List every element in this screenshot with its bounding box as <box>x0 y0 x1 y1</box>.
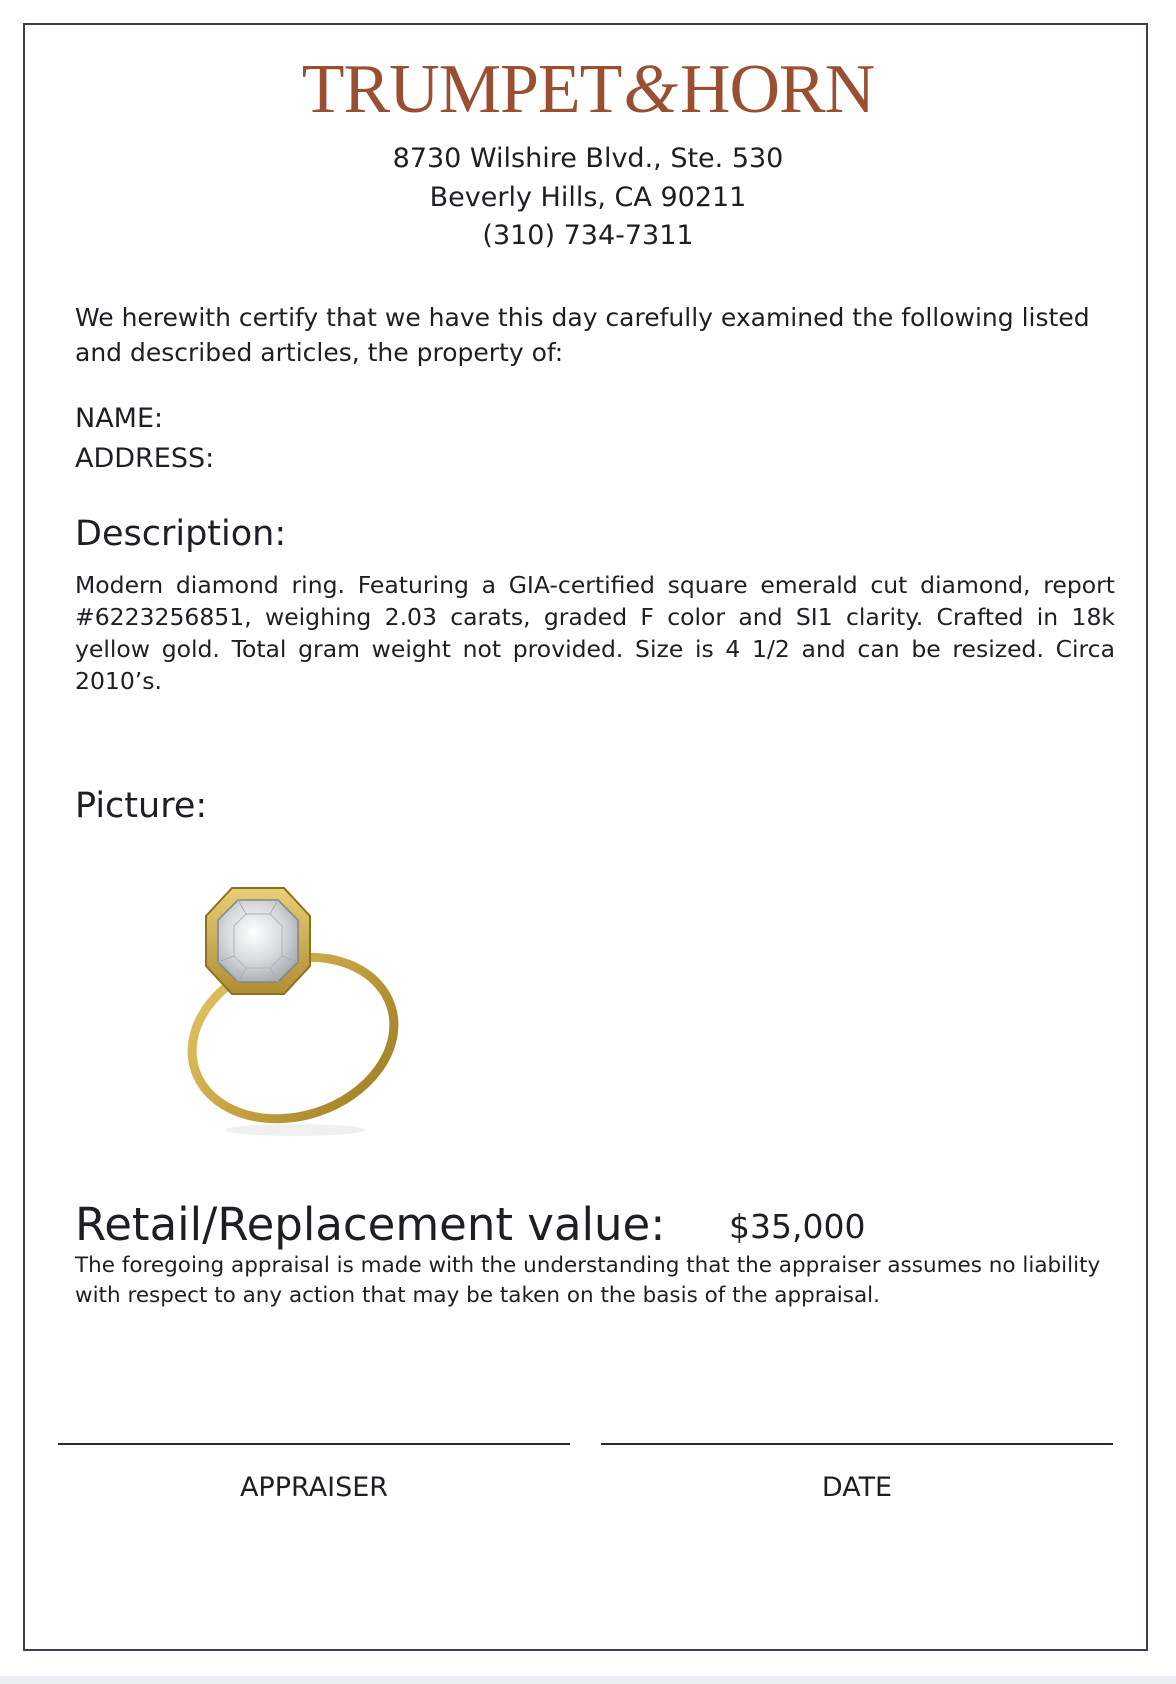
address-line-1: 8730 Wilshire Blvd., Ste. 530 <box>392 143 784 174</box>
description-heading: Description: <box>75 514 287 554</box>
ring-image <box>160 880 420 1140</box>
appraiser-signature-line <box>58 1443 570 1445</box>
appraiser-label: APPRAISER <box>239 1472 389 1503</box>
appraisal-disclaimer: The foregoing appraisal is made with the understanding that the appraiser assumes no liability with respect to any action that may be taken on the basis of the appraisal. <box>75 1253 1101 1308</box>
picture-heading: Picture: <box>75 786 208 826</box>
logo-word-horn: HORN <box>679 51 875 128</box>
value-amount: $35,000 <box>729 1207 866 1246</box>
name-label: NAME: <box>75 403 164 434</box>
description-body: Modern diamond ring. Featuring a GIA-certified square emerald cut diamond, report #6223256851, weighing 2.03 carats, graded F color and SI1 clarity. Crafted in 18k yellow gold. Total gram weight not provided. Size is 4 1/2 and can be resized. Circa 2010’s. <box>75 571 1115 695</box>
company-logo <box>0 52 1176 128</box>
page-bottom-strip <box>0 1676 1176 1684</box>
certification-statement: We herewith certify that we have this day carefully examined the following listed and described articles, the property of: <box>75 303 1090 367</box>
logo-word-trumpet: TRUMPET <box>301 51 622 128</box>
document-border <box>23 23 1148 1651</box>
phone-number: (310) 734-7311 <box>482 220 694 251</box>
date-label: DATE <box>821 1472 893 1503</box>
address-line-2: Beverly Hills, CA 90211 <box>429 182 747 213</box>
value-label: Retail/Replacement value: <box>75 1198 666 1251</box>
logo-ampersand: & <box>623 51 678 128</box>
address-label: ADDRESS: <box>75 443 215 474</box>
date-signature-line <box>601 1443 1113 1445</box>
